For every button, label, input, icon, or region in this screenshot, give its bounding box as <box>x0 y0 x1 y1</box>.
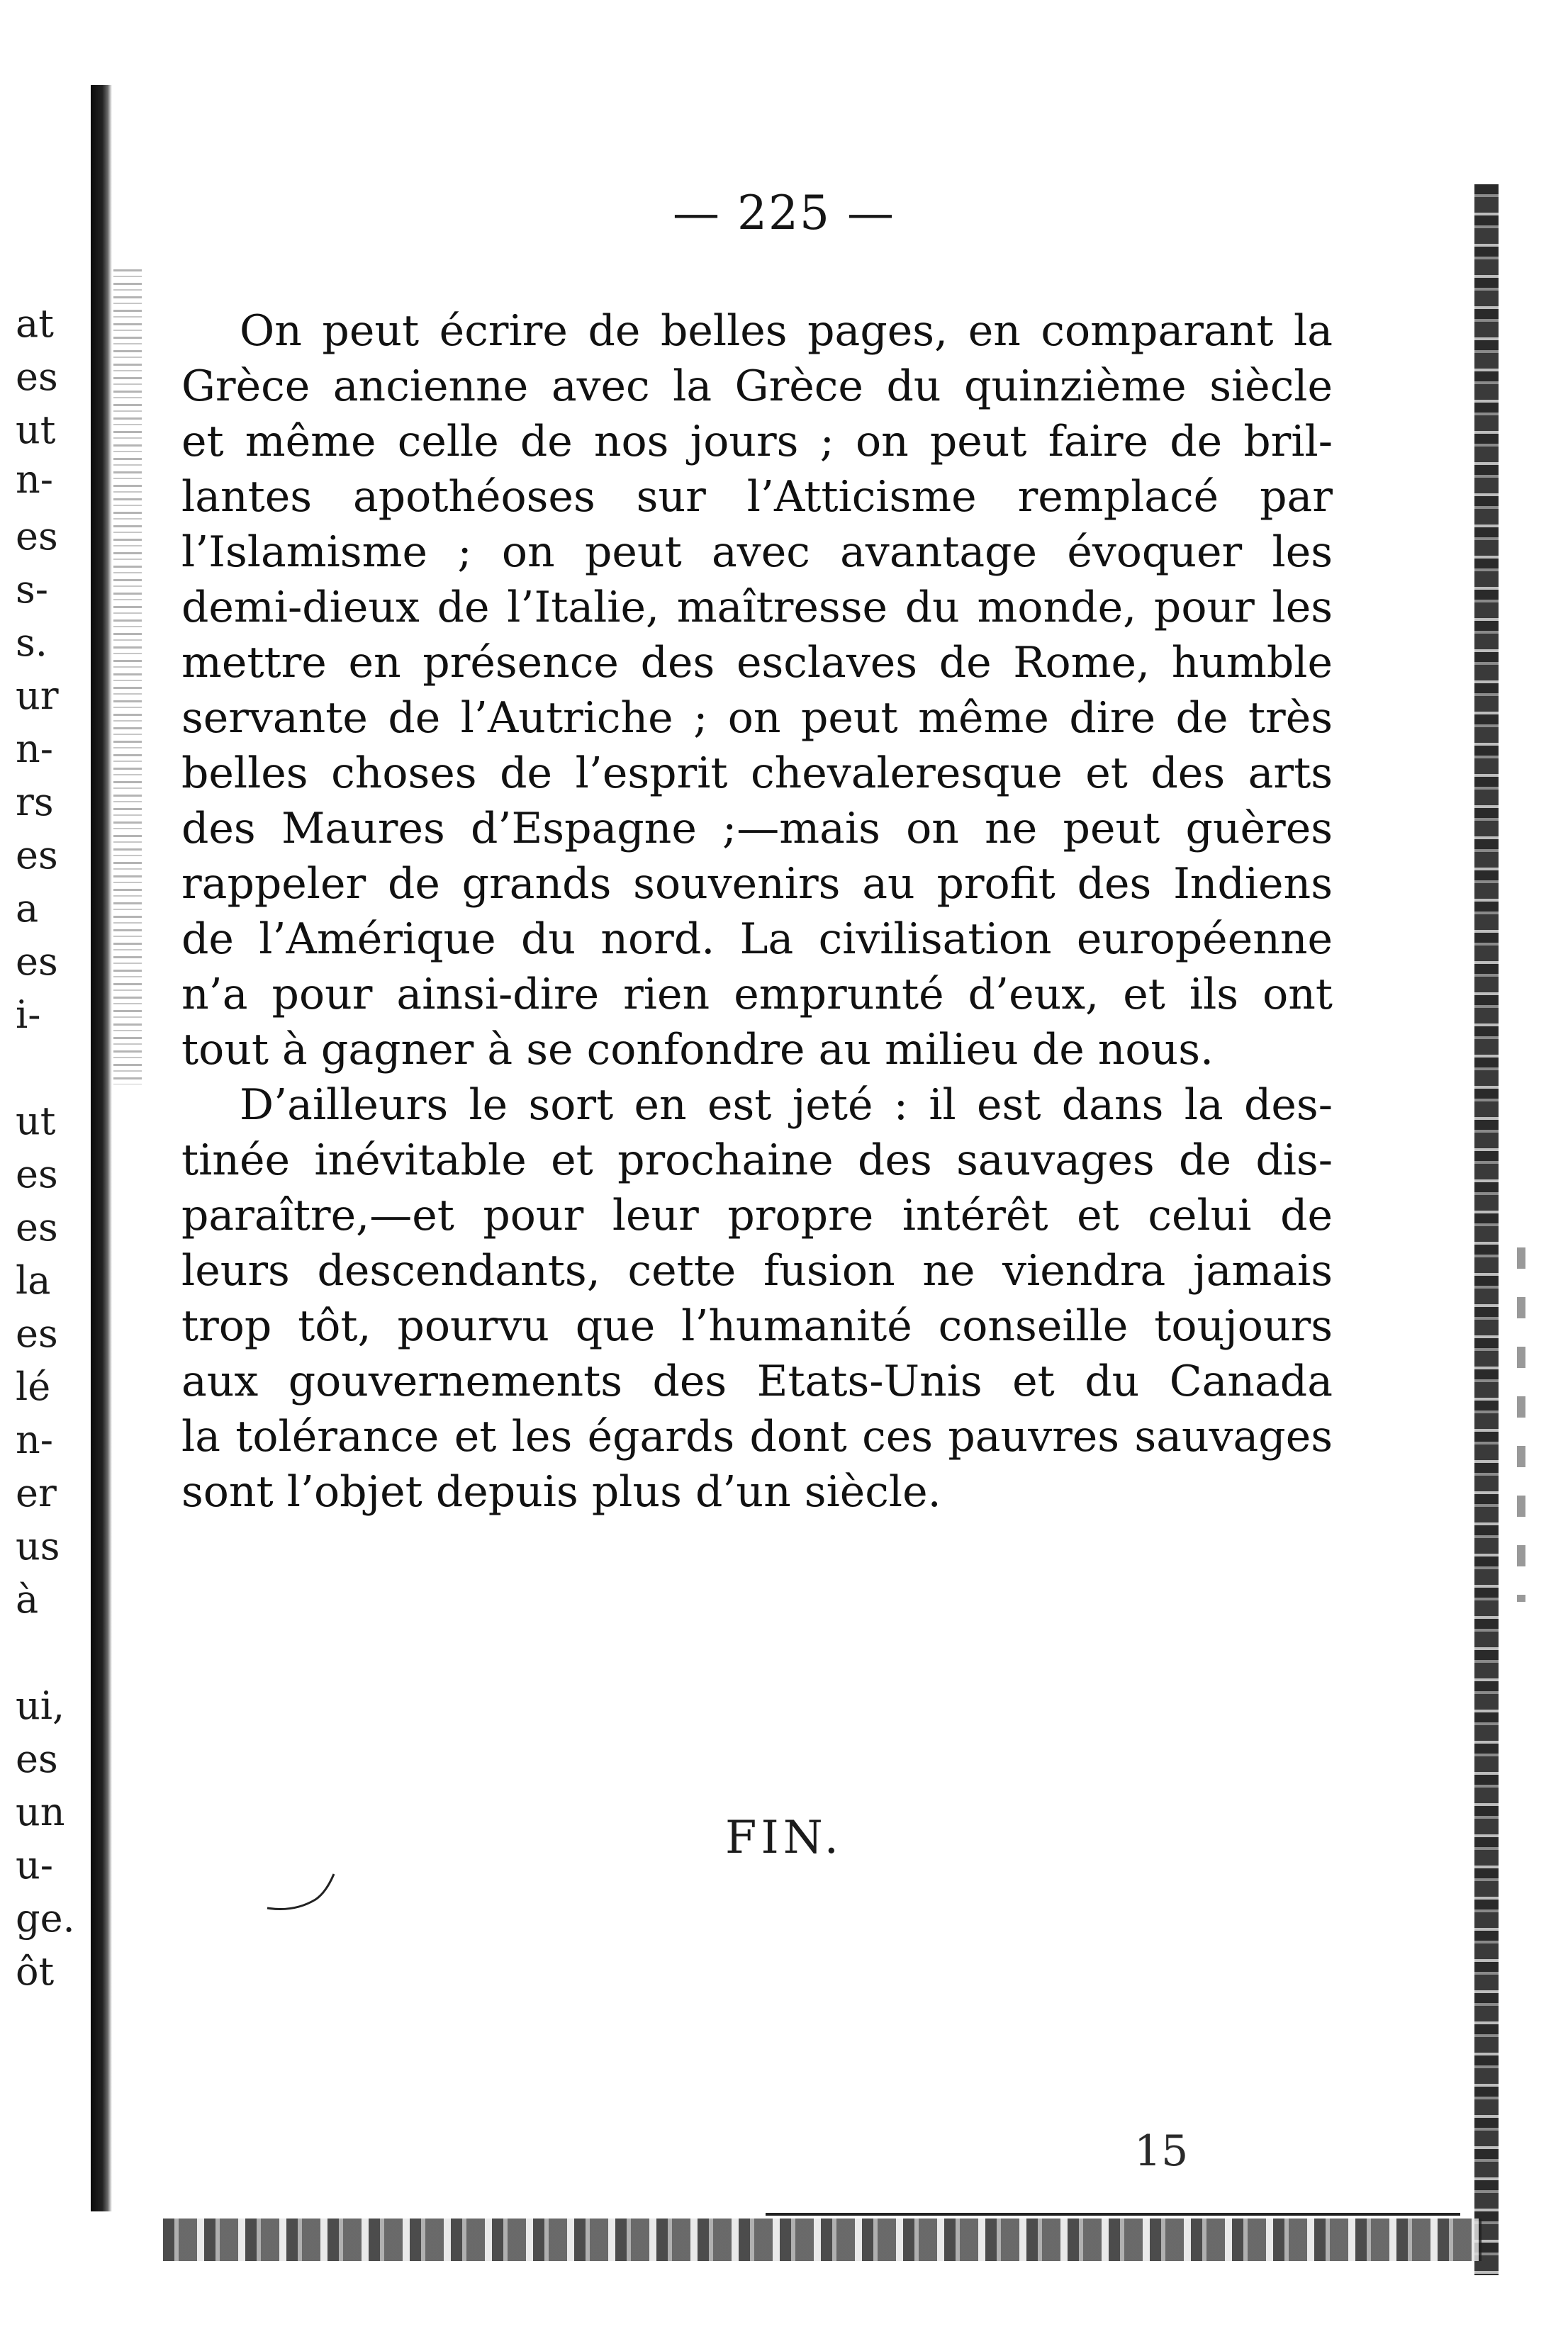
text-line: D’ailleurs le sort en est jeté : il est dans la des- <box>240 1080 1333 1130</box>
prev-fragment: es <box>16 354 58 399</box>
text-line: belles choses de l’esprit chevaleresque et des arts <box>181 748 1333 798</box>
prev-fragment: s. <box>16 620 47 665</box>
prev-fragment: s- <box>16 567 48 612</box>
ink-stroke-mark <box>266 1871 337 1914</box>
right-edge-artifact <box>1517 1247 1525 1602</box>
prev-fragment: ge. <box>16 1896 75 1941</box>
prev-fragment: ut <box>16 1099 56 1143</box>
text-line: demi-dieux de l’Italie, maîtresse du monde, pour les <box>181 583 1333 632</box>
text-line: On peut écrire de belles pages, en comparant la <box>240 306 1333 356</box>
text-line: trop tôt, pourvu que l’humanité conseille toujours <box>181 1301 1333 1351</box>
prev-fragment: er <box>16 1471 57 1515</box>
text-line: rappeler de grands souvenirs au profit des Indiens <box>181 859 1333 909</box>
gutter-artifact <box>113 269 142 1084</box>
previous-page-bleed <box>0 0 85 2339</box>
text-line: des Maures d’Espagne ;—mais on ne peut guères <box>181 804 1333 853</box>
text-line: l’Islamisme ; on peut avec avantage évoquer les <box>181 527 1333 577</box>
text-line: tinée inévitable et prochaine des sauvages de dis- <box>181 1135 1333 1185</box>
binding-gutter <box>91 85 112 2211</box>
text-line: de l’Amérique du nord. La civilisation européenne <box>181 914 1333 964</box>
prev-fragment: n- <box>16 727 54 771</box>
right-page-edge <box>1474 184 1499 2275</box>
text-line: leurs descendants, cette fusion ne viendra jamais <box>181 1246 1333 1296</box>
text-line: servante de l’Autriche ; on peut même dire de très <box>181 693 1333 743</box>
text-line: tout à gagner à se confondre au milieu de nous. <box>181 1025 1214 1075</box>
prev-fragment: u- <box>16 1843 54 1888</box>
prev-fragment: es <box>16 1152 58 1196</box>
text-line: sont l’objet depuis plus d’un siècle. <box>181 1467 941 1517</box>
text-line: paraître,—et pour leur propre intérêt et celui de <box>181 1191 1333 1240</box>
body-text <box>181 303 1333 1520</box>
bottom-rule <box>766 2213 1460 2216</box>
prev-fragment: ur <box>16 673 59 718</box>
text-line: Grèce ancienne avec la Grèce du quinzième siècle <box>181 361 1333 411</box>
text-line: n’a pour ainsi-dire rien emprunté d’eux, et ils ont <box>181 970 1333 1019</box>
bottom-edge-artifact <box>163 2219 1482 2261</box>
prev-fragment: a <box>16 886 39 931</box>
prev-fragment: es <box>16 939 58 984</box>
page-number: — 225 — <box>673 186 895 240</box>
prev-fragment: at <box>16 301 54 346</box>
paragraph <box>181 303 1333 1077</box>
prev-fragment: à <box>16 1577 39 1622</box>
prev-fragment: i- <box>16 992 41 1037</box>
prev-fragment: n- <box>16 457 54 502</box>
paragraph <box>181 1077 1333 1520</box>
text-line: et même celle de nos jours ; on peut faire de bril- <box>181 417 1333 466</box>
signature-mark: 15 <box>1134 2126 1189 2176</box>
prev-fragment: es <box>16 1737 58 1781</box>
prev-fragment: ôt <box>16 1949 55 1994</box>
prev-fragment: n- <box>16 1418 54 1462</box>
text-line: la tolérance et les égards dont ces pauvres sauvages <box>181 1412 1333 1462</box>
prev-fragment: rs <box>16 780 54 824</box>
text-line: lantes apothéoses sur l’Atticisme remplacé par <box>181 472 1333 522</box>
prev-fragment: es <box>16 833 58 877</box>
prev-fragment: lé <box>16 1364 51 1409</box>
prev-fragment: es <box>16 1205 58 1250</box>
prev-fragment: ui, <box>16 1683 65 1728</box>
prev-fragment: un <box>16 1790 65 1834</box>
text-line: mettre en présence des esclaves de Rome, humble <box>181 638 1333 688</box>
text-line: aux gouvernements des Etats-Unis et du Canada <box>181 1357 1333 1406</box>
prev-fragment: es <box>16 514 58 559</box>
end-word: FIN. <box>725 1812 843 1864</box>
prev-fragment: ut <box>16 408 56 452</box>
prev-fragment: us <box>16 1524 60 1569</box>
prev-fragment: es <box>16 1311 58 1356</box>
prev-fragment: la <box>16 1258 51 1303</box>
